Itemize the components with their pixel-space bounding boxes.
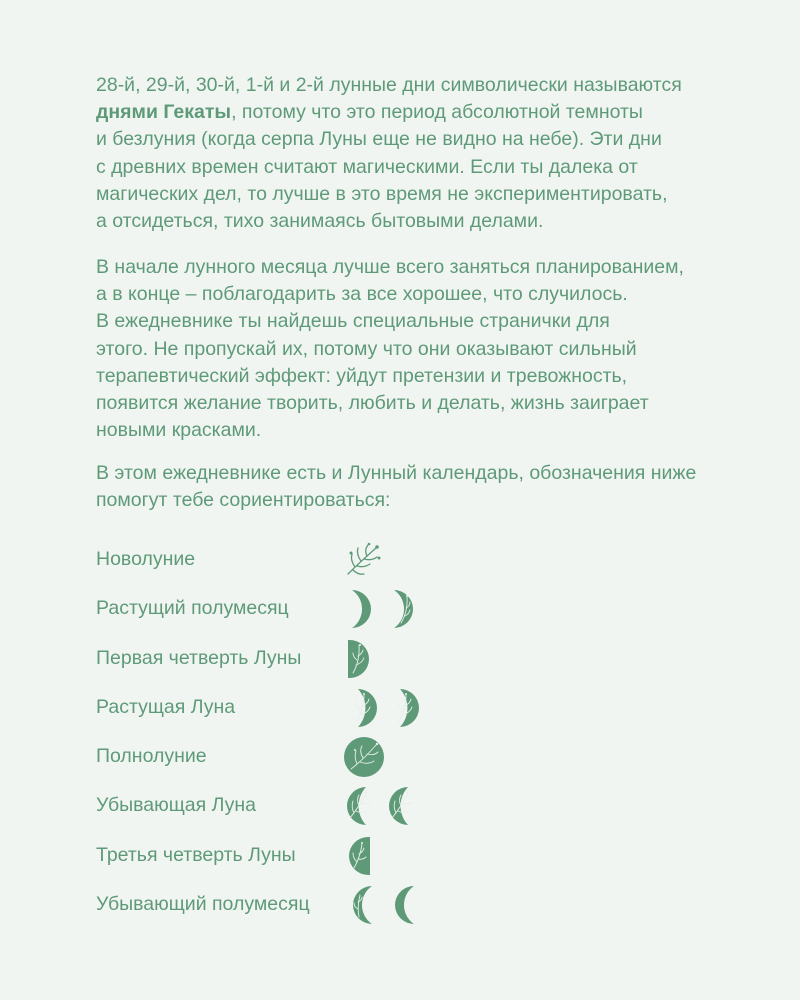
legend-row-waxing-crescent bbox=[96, 587, 736, 636]
text-line: В этом ежедневнике есть и Лунный календарь, обозначения ниже bbox=[96, 462, 697, 484]
legend-row-waning-crescent bbox=[96, 883, 736, 932]
third-quarter-icon bbox=[342, 834, 382, 878]
text-line: магических дел, то лучше в это время не экспериментировать, bbox=[96, 182, 668, 205]
planning-paragraph bbox=[96, 254, 756, 444]
text-line: помогут тебе сориентироваться: bbox=[96, 489, 391, 512]
leaf-sprig-icon bbox=[342, 540, 386, 580]
legend-icons bbox=[342, 784, 424, 828]
text-span: , потому что это период абсолютной темноты bbox=[231, 101, 643, 124]
legend-label: Первая четверть Луны bbox=[96, 646, 302, 669]
calendar-intro-paragraph bbox=[96, 460, 756, 514]
legend-label: Растущий полумесяц bbox=[96, 597, 289, 620]
full-moon-icon bbox=[342, 735, 386, 779]
text-line: В ежедневнике ты найдешь специальные странички для bbox=[96, 310, 610, 333]
legend-icons bbox=[342, 883, 424, 927]
legend-label: Новолуние bbox=[96, 548, 196, 570]
legend-row-first-quarter bbox=[96, 637, 736, 686]
bold-term: днями Гекаты bbox=[96, 101, 232, 124]
text-line: 28-й, 29-й, 30-й, 1-й и 2-й лунные дни символически называются bbox=[96, 74, 682, 96]
legend-label: Убывающая Луна bbox=[96, 794, 256, 817]
legend-label: Убывающий полумесяц bbox=[96, 893, 310, 916]
legend-icons bbox=[342, 538, 386, 582]
moon-phase-legend bbox=[96, 538, 736, 932]
waning-crescent-icon bbox=[342, 883, 382, 927]
waxing-crescent-leaf-icon bbox=[384, 587, 424, 631]
legend-icons bbox=[342, 587, 424, 631]
text-line: новыми красками. bbox=[96, 419, 262, 442]
text-line: терапевтический эффект: уйдут претензии и тревожность, bbox=[96, 364, 628, 387]
legend-row-waxing-gibbous bbox=[96, 686, 736, 735]
intro-paragraph bbox=[96, 72, 756, 235]
legend-label: Полнолуние bbox=[96, 745, 207, 768]
legend-icons bbox=[342, 686, 424, 730]
text-line: а отсидеться, тихо занимаясь бытовыми делами. bbox=[96, 210, 544, 233]
legend-label: Третья четверть Луны bbox=[96, 843, 296, 866]
text-line: этого. Не пропускай их, потому что они оказывают сильный bbox=[96, 337, 637, 360]
text-line: с древних времен считают магическими. Если ты далека от bbox=[96, 155, 638, 178]
legend-label: Растущая Луна bbox=[96, 695, 236, 718]
legend-icons bbox=[342, 637, 382, 681]
waning-gibbous-icon bbox=[342, 784, 382, 828]
legend-row-waning-gibbous bbox=[96, 784, 736, 833]
text-line: и безлуния (когда серпа Луны еще не видно на небе). Эти дни bbox=[96, 128, 662, 151]
waning-crescent-icon bbox=[384, 883, 424, 927]
legend-row-full-moon bbox=[96, 735, 736, 784]
waxing-gibbous-icon bbox=[342, 686, 382, 730]
text-line: появится желание творить, любить и делать, жизнь заиграет bbox=[96, 392, 649, 415]
text-line: а в конце – поблагодарить за все хорошее, что случилось. bbox=[96, 283, 628, 306]
legend-icons bbox=[342, 834, 382, 878]
text-line bbox=[96, 99, 756, 126]
legend-icons bbox=[342, 735, 386, 779]
waxing-gibbous-icon bbox=[384, 686, 424, 730]
text-line: В начале лунного месяца лучше всего заняться планированием, bbox=[96, 256, 684, 278]
legend-row-new-moon bbox=[96, 538, 736, 587]
legend-row-third-quarter bbox=[96, 834, 736, 883]
first-quarter-icon bbox=[342, 637, 382, 681]
waxing-crescent-icon bbox=[342, 587, 382, 631]
waning-gibbous-icon bbox=[384, 784, 424, 828]
